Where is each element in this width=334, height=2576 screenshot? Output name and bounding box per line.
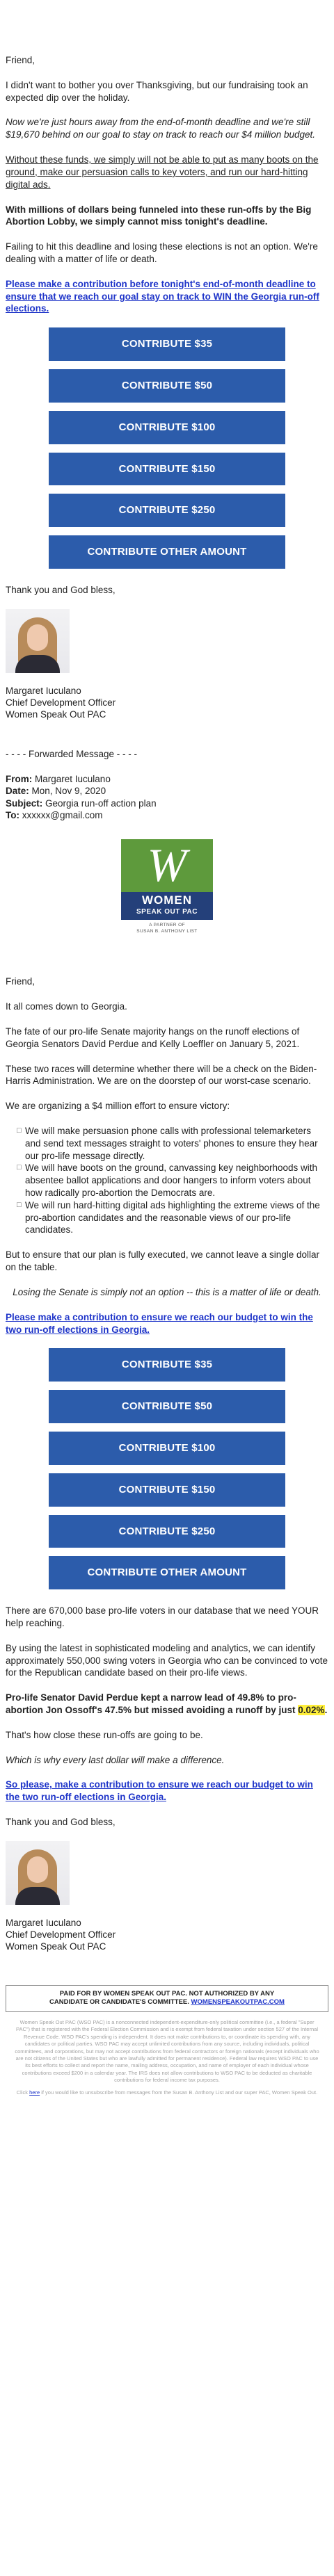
body2-paragraph-3: These two races will determine whether there will be a check on the Biden-Harris Administration. We are on the doorstep of our worst-case scenario. — [6, 1063, 317, 1087]
greeting: Friend, — [6, 55, 35, 65]
contribute-150-button[interactable]: CONTRIBUTE $150 — [49, 1473, 285, 1507]
signature-org: Women Speak Out PAC — [6, 708, 106, 720]
forward-headers — [6, 773, 328, 821]
logo-line-1: WOMEN — [141, 893, 193, 907]
unsubscribe-link[interactable]: here — [29, 2089, 40, 2096]
legal-disclaimer: Women Speak Out PAC (WSO PAC) is a nonconnected independent-expenditure-only political committee (i.e., a federal "Super PAC") that is registered with the Federal Election Commission and is exempt from federal taxation under section 527 of the Internal Revenue Code. WSO PAC's spending is independent. It does not make contributions to, or coordinate its spending with, any candidates or political parties. WSO PAC may accept unlimited contributions from any source, including individuals, political committees, and corporations, but may not accept contributions from federal contractors or foreign nationals (except individuals who are not citizens of the United States but who are lawfully admitted for permanent residence). Federal law requires WSO PAC to use its best efforts to collect and report the name, mailing address, occupation, and name of employer of each individual whose contributions exceed $200 in a calendar year. The IRS does not allow contributions to WSO PAC to be deducted as charitable contributions for federal income tax purposes. — [15, 2019, 319, 2083]
intro-paragraph-2: Now we're just hours away from the end-of-month deadline and we're still $19,670 behind on our goal to stay on track to reach our $4 million budget. — [6, 117, 316, 140]
date-value: Mon, Nov 9, 2020 — [31, 786, 106, 797]
contribute-35-button[interactable]: CONTRIBUTE $35 — [49, 1348, 285, 1382]
contribute-150-button[interactable]: CONTRIBUTE $150 — [49, 453, 285, 486]
women-speak-out-logo — [121, 839, 213, 937]
intro-paragraph-5: Failing to hit this deadline and losing these elections is not an option. We're dealing with a matter of life or death. — [6, 241, 318, 264]
body3-cta-link[interactable]: So please, make a contribution to ensure we reach our budget to win the two run-off elections in Georgia. — [6, 1779, 313, 1803]
body3-paragraph-2: By using the latest in sophisticated modeling and analytics, we can identify approximately 550,000 swing voters in Georgia who can be convinced to vote for the Republican candidate based on their pro-life views. — [6, 1642, 328, 1678]
body3-paragraph-3: Pro-life Senator David Perdue kept a narrow lead of 49.8% to pro-abortion Jon Ossoff's 47.5% but missed avoiding a runoff by just 0.02%. — [6, 1692, 328, 1715]
logo-green-block — [121, 839, 213, 892]
unsubscribe-text: Click here if you would like to unsubscribe from messages from the Susan B. Anthony List and our super PAC, Women Speak Out. — [16, 2089, 318, 2096]
list-item: □ We will make persuasion phone calls with professional telemarketers and send text messages straight to voters' phones to ensure they hear our pro-life message directly. — [17, 1125, 318, 1161]
subject-value: Georgia run-off action plan — [45, 797, 157, 809]
contribute-other-button[interactable]: CONTRIBUTE OTHER AMOUNT — [49, 1556, 285, 1589]
body3-paragraph-4: That's how close these run-offs are going to be. — [6, 1729, 203, 1740]
to-value: xxxxxx@gmail.com — [22, 810, 103, 821]
body2-paragraph-4: We are organizing a $4 million effort to ensure victory: — [6, 1101, 230, 1112]
logo-line-2: SPEAK OUT PAC — [136, 908, 198, 916]
contribute-100-button[interactable]: CONTRIBUTE $100 — [49, 411, 285, 444]
highlighted-margin: 0.02% — [298, 1705, 325, 1715]
signature-2 — [6, 1918, 328, 1953]
intro-cta-link[interactable]: Please make a contribution before tonight's end-of-month deadline to ensure that we reach our goal stay on track to WIN the Georgia run-off elections. — [6, 278, 319, 314]
intro-paragraph-1: I didn't want to bother you over Thanksgiving, but our fundraising took an expected dip over the holiday. — [6, 79, 308, 103]
intro-paragraph-4: With millions of dollars being funneled into these run-offs by the Big Abortion Lobby, we simply cannot miss tonight's deadline. — [6, 204, 312, 227]
from-label: From: — [6, 774, 33, 785]
logo-w-mark: W — [147, 839, 187, 892]
forwarded-message — [6, 748, 328, 821]
logo-partner-text: A PARTNER OF SUSAN B. ANTHONY LIST — [136, 923, 198, 934]
avatar — [6, 1841, 70, 1905]
date-label: Date: — [6, 786, 29, 797]
closing-2: Thank you and God bless, — [6, 1817, 116, 1828]
signature-name: Margaret Iuculano — [6, 685, 81, 696]
body2-cta — [6, 1311, 328, 1336]
body3-paragraph-1: There are 670,000 base pro-life voters in our database that we need YOUR help reaching. — [6, 1605, 319, 1628]
body3-paragraph-5: Which is why every last dollar will make a difference. — [6, 1754, 225, 1765]
to-label: To: — [6, 810, 19, 821]
forward-divider: - - - - Forwarded Message - - - - — [6, 749, 138, 760]
closing: Thank you and God bless, — [6, 584, 116, 595]
list-item: □ We will have boots on the ground, canvassing key neighborhoods with absentee ballot applications and door hangers to inform voters about how radically pro-abortion the Democrats are. — [17, 1163, 318, 1199]
signature-title: Chief Development Officer — [6, 1929, 116, 1940]
from-value: Margaret Iuculano — [35, 774, 111, 785]
contribute-100-button[interactable]: CONTRIBUTE $100 — [49, 1432, 285, 1465]
body2-paragraph-2: The fate of our pro-life Senate majority hangs on the runoff elections of Georgia Senators David Perdue and Kelly Loeffler on January 5, 2021. — [6, 1026, 300, 1049]
website-link[interactable]: WOMENSPEAKOUTPAC.COM — [191, 1998, 285, 2007]
body2-greeting: Friend, — [6, 976, 35, 987]
contribute-250-button[interactable]: CONTRIBUTE $250 — [49, 1515, 285, 1548]
signature-org: Women Speak Out PAC — [6, 1941, 106, 1952]
intro-cta — [6, 278, 328, 315]
body2-cta-link[interactable]: Please make a contribution to ensure we reach our budget to win the two run-off elections in Georgia. — [6, 1311, 313, 1335]
body2-paragraph-1: It all comes down to Georgia. — [6, 1001, 127, 1012]
avatar — [6, 609, 70, 673]
contribute-35-button[interactable]: CONTRIBUTE $35 — [49, 327, 285, 361]
list-item: □ We will run hard-hitting digital ads highlighting the extreme views of the pro-abortion candidates and the reasonable views of our pro-life candidates. — [17, 1199, 320, 1236]
intro-paragraph-3: Without these funds, we simply will not be able to put as many boots on the ground, make our persuasion calls to key voters, and run our hard-hitting digital ads. — [6, 154, 319, 190]
contribute-50-button[interactable]: CONTRIBUTE $50 — [49, 369, 285, 403]
signature-name: Margaret Iuculano — [6, 1917, 81, 1928]
logo-blue-block — [121, 892, 213, 920]
contribute-other-button[interactable]: CONTRIBUTE OTHER AMOUNT — [49, 535, 285, 569]
contribute-250-button[interactable]: CONTRIBUTE $250 — [49, 494, 285, 527]
contribute-50-button[interactable]: CONTRIBUTE $50 — [49, 1390, 285, 1423]
contribute-buttons-1 — [6, 327, 328, 569]
action-plan-list — [6, 1125, 328, 1236]
body2-paragraph-5: But to ensure that our plan is fully executed, we cannot leave a single dollar on the table. — [6, 1249, 320, 1273]
subject-label: Subject: — [6, 797, 43, 809]
signature-title: Chief Development Officer — [6, 697, 116, 708]
contribute-buttons-2 — [6, 1348, 328, 1589]
body2-quote: Losing the Senate is simply not an option -- this is a matter of life or death. — [13, 1286, 321, 1297]
body3-cta — [6, 1779, 328, 1804]
paid-for-disclaimer-box: PAID FOR BY WOMEN SPEAK OUT PAC. NOT AUTHORIZED BY ANY CANDIDATE OR CANDIDATE'S COMMITTEE. WOMENSPEAKOUTPAC.COM — [6, 1985, 328, 2013]
signature — [6, 686, 328, 721]
